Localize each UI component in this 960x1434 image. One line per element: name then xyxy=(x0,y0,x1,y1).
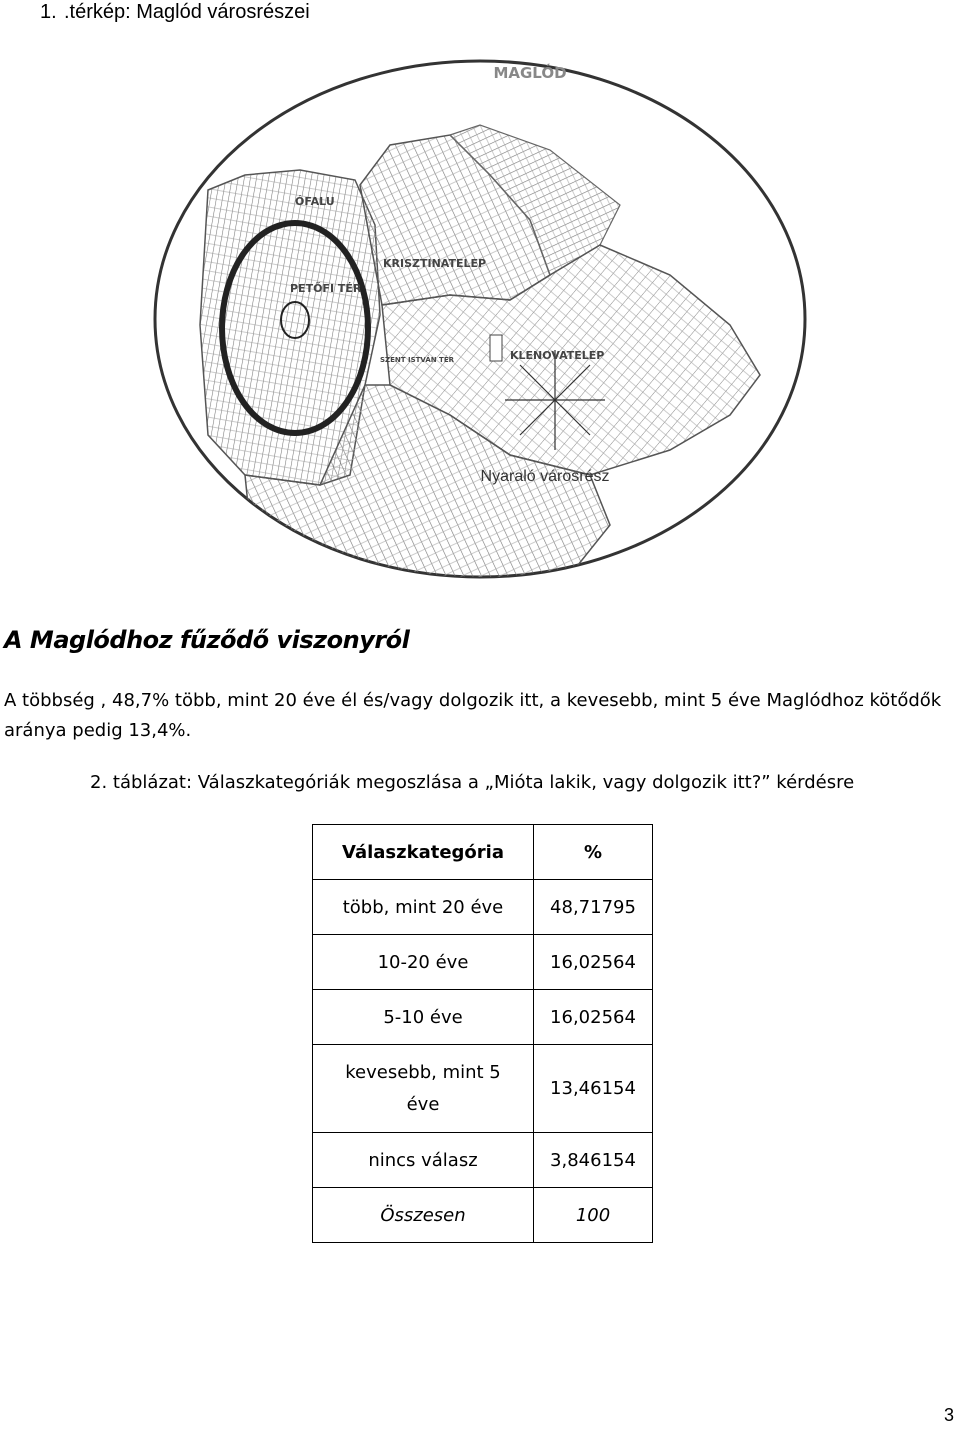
table-header-row xyxy=(313,825,653,880)
table-row xyxy=(313,880,653,935)
figure-caption xyxy=(40,0,310,24)
page-number: 3 xyxy=(943,1405,954,1425)
table-cell-category: nincs válasz xyxy=(313,1133,534,1188)
table-cell-category: 5-10 éve xyxy=(313,990,534,1045)
table-cell-total-label: Összesen xyxy=(313,1188,534,1243)
column-header-percent: % xyxy=(534,825,653,880)
table-row xyxy=(313,1045,653,1133)
table-cell-category: 10-20 éve xyxy=(313,935,534,990)
table-row xyxy=(313,1133,653,1188)
body-paragraph: A többség , 48,7% több, mint 20 éve él és/vagy dolgozik itt, a kevesebb, mint 5 éve Maglódhoz kötődők aránya pedig 13,4%. xyxy=(4,690,942,741)
table-total-row xyxy=(313,1188,653,1243)
map-label-petofi-ter: PETŐFI TÉR xyxy=(290,282,362,295)
district-map xyxy=(150,55,810,585)
map-label-ofalu: ÓFALU xyxy=(295,195,335,208)
table-cell-category: több, mint 20 éve xyxy=(313,880,534,935)
table-caption: 2. táblázat: Válaszkategóriák megoszlása a „Mióta lakik, vagy dolgozik itt?” kérdésre xyxy=(90,772,855,793)
table-cell-total-value: 100 xyxy=(534,1188,653,1243)
map-label-krisztinatelep: KRISZTINATELEP xyxy=(383,257,487,270)
map-title: MAGLÓD xyxy=(493,64,567,82)
caption-text: .térkép: Maglód városrészei xyxy=(64,1,310,23)
table-cell-category-text: kevesebb, mint 5 éve xyxy=(345,1061,501,1115)
column-header-category: Válaszkategória xyxy=(313,825,534,880)
response-table xyxy=(312,824,653,1243)
table-cell-category xyxy=(313,1045,534,1133)
table-row xyxy=(313,935,653,990)
map-label-klenovatelep: KLENOVATELEP xyxy=(510,349,605,362)
table-cell-percent: 16,02564 xyxy=(534,935,653,990)
map-label-szent-istvan-ter: SZENT ISTVÁN TÉR xyxy=(380,356,454,364)
table-cell-percent: 3,846154 xyxy=(534,1133,653,1188)
table-cell-percent: 16,02564 xyxy=(534,990,653,1045)
map-label-nyaralo: Nyaraló városrész xyxy=(480,468,610,485)
table-row xyxy=(313,990,653,1045)
caption-number: 1. xyxy=(40,1,57,23)
table-cell-percent: 13,46154 xyxy=(534,1045,653,1133)
table-cell-percent: 48,71795 xyxy=(534,880,653,935)
section-heading: A Maglódhoz fűződő viszonyról xyxy=(4,626,410,654)
